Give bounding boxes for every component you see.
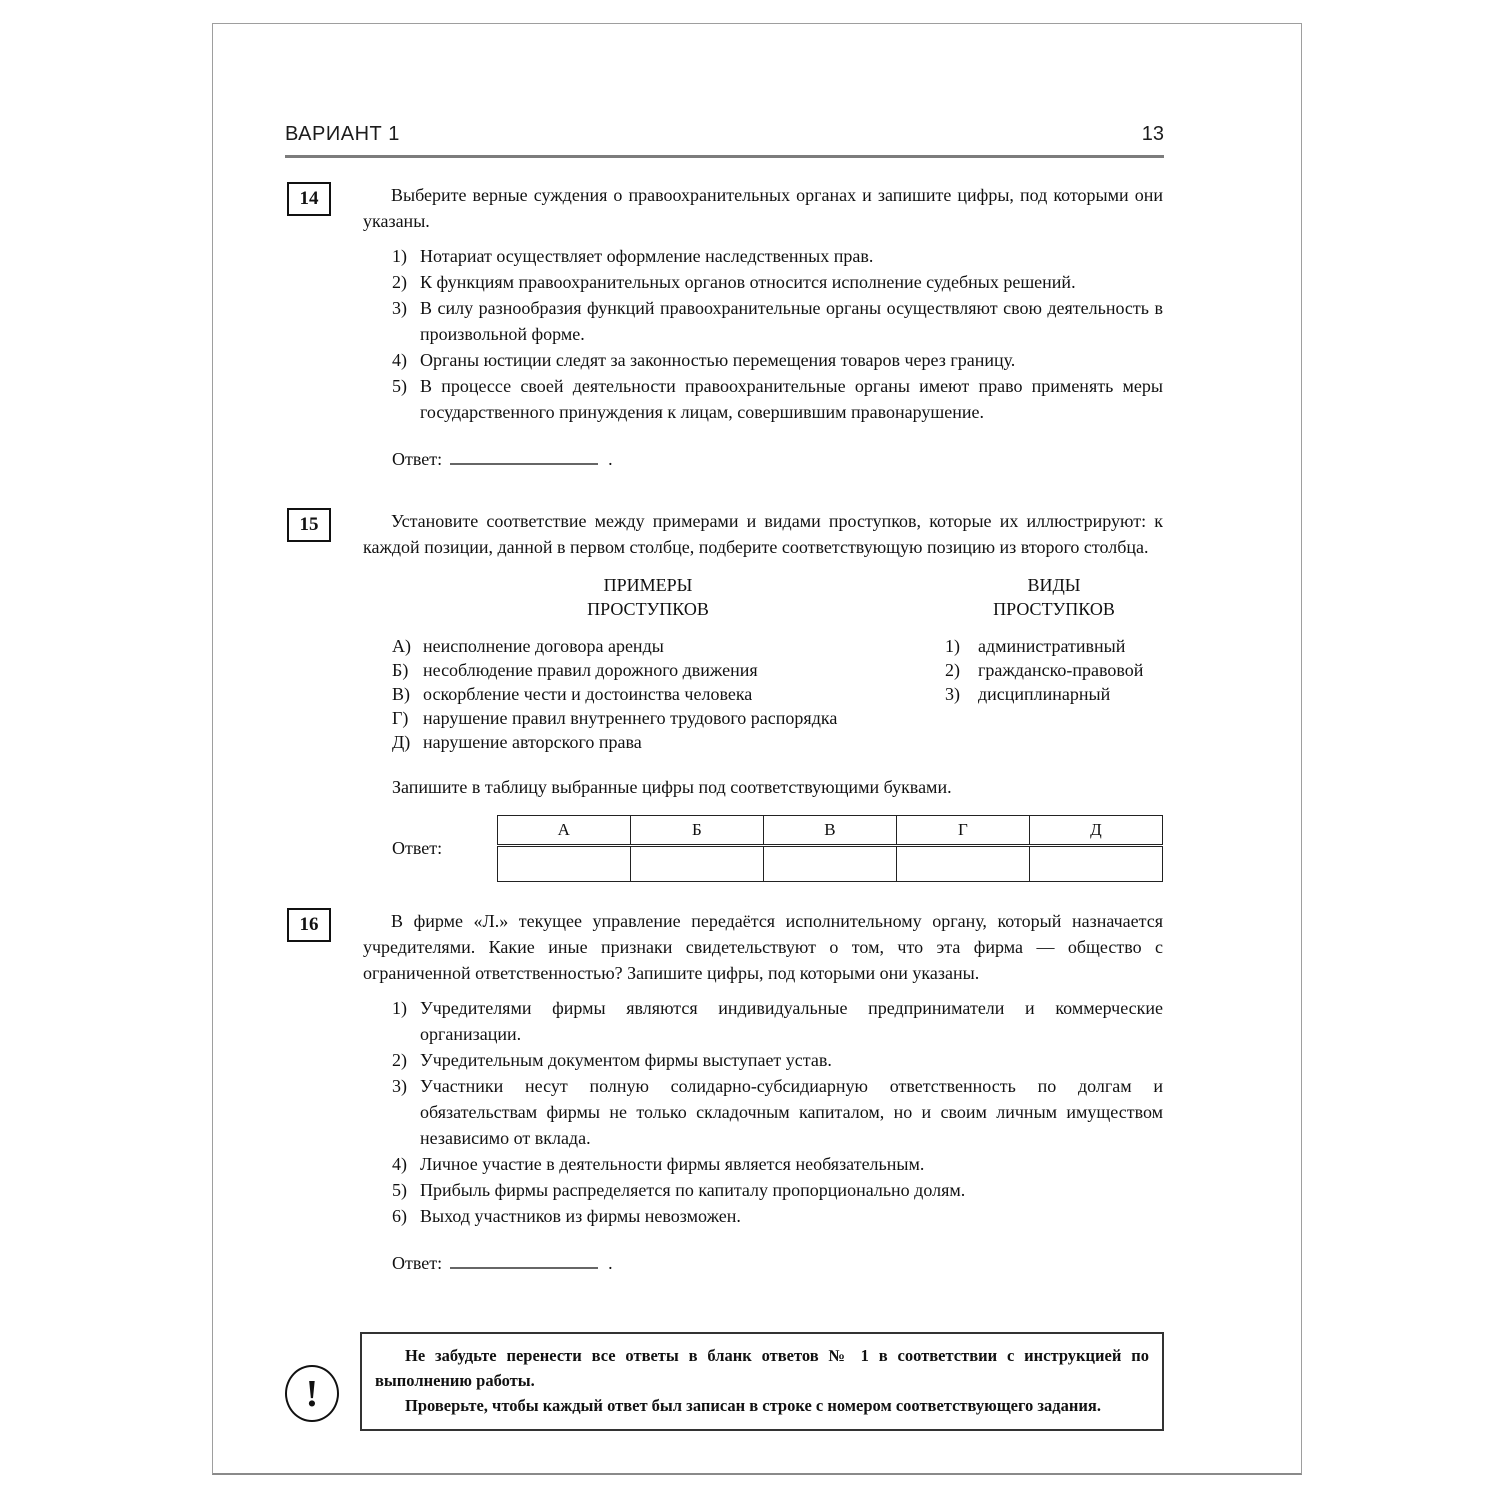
footer-reminder xyxy=(285,1332,1164,1431)
page-number: 13 xyxy=(1141,123,1164,145)
option-item xyxy=(363,1151,1163,1177)
question-16-number: 16 xyxy=(299,914,319,935)
table-input-cell[interactable] xyxy=(630,846,763,882)
match-item: 1) административный xyxy=(945,636,1126,656)
types-header: ВИДЫ ПРОСТУПКОВ xyxy=(993,575,1115,619)
examples-header: ПРИМЕРЫ ПРОСТУПКОВ xyxy=(587,575,709,619)
option-number: 1) xyxy=(392,246,407,266)
answer-label: Ответ: xyxy=(392,1253,443,1273)
matching-columns xyxy=(363,573,1163,754)
match-item: Б) несоблюдение правил дорожного движения xyxy=(392,660,758,680)
option-number: 3) xyxy=(392,1076,407,1096)
table-header-cell: А xyxy=(497,816,630,846)
table-input-cell[interactable] xyxy=(1029,846,1162,882)
answer-table xyxy=(497,815,1163,882)
option-text: Учредителями фирмы являются индивидуальные предприниматели и коммерческие организации. xyxy=(420,998,1163,1044)
option-item xyxy=(363,1203,1163,1229)
match-item: Д) нарушение авторского права xyxy=(392,732,642,752)
page-content xyxy=(213,24,1301,1431)
option-number: 6) xyxy=(392,1206,407,1226)
match-item: 3) дисциплинарный xyxy=(945,684,1111,704)
option-text: Учредительным документом фирмы выступает устав. xyxy=(420,1050,832,1070)
option-item xyxy=(363,347,1163,373)
question-16-prompt: В фирме «Л.» текущее управление передаётся исполнительному органу, который назначается учредителями. Какие иные признаки свидетельствуют о том, что эта фирма — общество с ограниченной ответственностью? Запишите цифры, под которыми они указаны. xyxy=(363,911,1163,983)
option-item xyxy=(363,1177,1163,1203)
exclamation-icon: ! xyxy=(285,1365,339,1422)
answer-period: . xyxy=(608,449,613,469)
table-input-cell[interactable] xyxy=(763,846,896,882)
question-14-answer-row xyxy=(363,446,1163,472)
table-header-cell: Г xyxy=(896,816,1029,846)
question-15-prompt: Установите соответствие между примерами и видами проступков, которые их иллюстрируют: к каждой позиции, данной в первом столбце, подберите соответствующую позицию из второго столбца. xyxy=(363,511,1163,557)
examples-list xyxy=(392,634,904,754)
answer-label: Ответ: xyxy=(392,449,443,469)
question-16-answer-row xyxy=(363,1250,1163,1276)
option-number: 3) xyxy=(392,298,407,318)
option-text: К функциям правоохранительных органов относится исполнение судебных решений. xyxy=(420,272,1076,292)
question-16-number-box xyxy=(287,908,331,942)
option-number: 2) xyxy=(392,272,407,292)
option-item xyxy=(363,995,1163,1047)
option-text: Органы юстиции следят за законностью перемещения товаров через границу. xyxy=(420,350,1016,370)
question-14-body xyxy=(363,182,1163,472)
answer-table-input-row xyxy=(497,846,1162,882)
option-item xyxy=(363,373,1163,425)
option-number: 5) xyxy=(392,1180,407,1200)
option-text: В силу разнообразия функций правоохранительные органы осуществляют свою деятельность в произвольной форме. xyxy=(420,298,1163,344)
answer-table-header-row xyxy=(497,816,1162,846)
option-item xyxy=(363,269,1163,295)
question-14-prompt: Выберите верные суждения о правоохранительных органах и запишите цифры, под которыми они указаны. xyxy=(363,185,1163,231)
table-note: Запишите в таблицу выбранные цифры под соответствующими буквами. xyxy=(392,777,952,797)
question-16-options xyxy=(363,995,1163,1229)
table-header-cell: В xyxy=(763,816,896,846)
match-item: 2) гражданско-правовой xyxy=(945,660,1144,680)
question-16 xyxy=(285,908,1164,1276)
question-15-number-box xyxy=(287,508,331,542)
option-number: 1) xyxy=(392,998,407,1018)
reminder-box xyxy=(360,1332,1164,1431)
answer-blank[interactable] xyxy=(450,452,598,465)
option-text: Участники несут полную солидарно-субсидиарную ответственность по долгам и обязательствам фирмы не только складочным капиталом, но и своим личным имуществом независимо от вклада. xyxy=(420,1076,1163,1148)
examples-column xyxy=(392,573,904,754)
variant-label: ВАРИАНТ 1 xyxy=(285,123,400,145)
option-number: 4) xyxy=(392,1154,407,1174)
reminder-text-1: Не забудьте перенести все ответы в бланк ответов № 1 в соответствии с инструкцией по выполнению работы. xyxy=(375,1346,1149,1390)
question-14 xyxy=(285,182,1164,472)
question-15-answer-row xyxy=(363,815,1163,882)
option-item xyxy=(363,295,1163,347)
match-item: А) неисполнение договора аренды xyxy=(392,636,664,656)
page-header xyxy=(285,121,1164,147)
question-16-body xyxy=(363,908,1163,1276)
question-14-options xyxy=(363,243,1163,425)
question-15-body xyxy=(363,508,1163,882)
exam-page xyxy=(212,23,1302,1475)
question-14-number: 14 xyxy=(299,188,319,209)
header-rule xyxy=(285,155,1164,158)
types-column xyxy=(945,573,1163,754)
answer-period: . xyxy=(608,1253,613,1273)
option-number: 4) xyxy=(392,350,407,370)
answer-blank[interactable] xyxy=(450,1256,598,1269)
types-list xyxy=(945,634,1163,706)
table-input-cell[interactable] xyxy=(896,846,1029,882)
option-item xyxy=(363,1073,1163,1151)
answer-label: Ответ: xyxy=(392,838,443,858)
reminder-text-2: Проверьте, чтобы каждый ответ был записан в строке с номером соответствующего задания. xyxy=(405,1396,1101,1415)
option-text: Прибыль фирмы распределяется по капиталу пропорционально долям. xyxy=(420,1180,966,1200)
option-item xyxy=(363,243,1163,269)
option-text: Выход участников из фирмы невозможен. xyxy=(420,1206,741,1226)
option-text: Нотариат осуществляет оформление наследственных прав. xyxy=(420,246,874,266)
option-number: 5) xyxy=(392,376,407,396)
table-input-cell[interactable] xyxy=(497,846,630,882)
match-item: Г) нарушение правил внутреннего трудового распорядка xyxy=(392,708,838,728)
option-text: В процессе своей деятельности правоохранительные органы имеют право применять меры государственного принуждения к лицам, совершившим правонарушение. xyxy=(420,376,1163,422)
question-15-number: 15 xyxy=(299,514,319,535)
table-header-cell: Б xyxy=(630,816,763,846)
table-header-cell: Д xyxy=(1029,816,1162,846)
option-number: 2) xyxy=(392,1050,407,1070)
option-item xyxy=(363,1047,1163,1073)
match-item: В) оскорбление чести и достоинства человека xyxy=(392,684,753,704)
question-15 xyxy=(285,508,1164,882)
option-text: Личное участие в деятельности фирмы является необязательным. xyxy=(420,1154,925,1174)
question-14-number-box xyxy=(287,182,331,216)
